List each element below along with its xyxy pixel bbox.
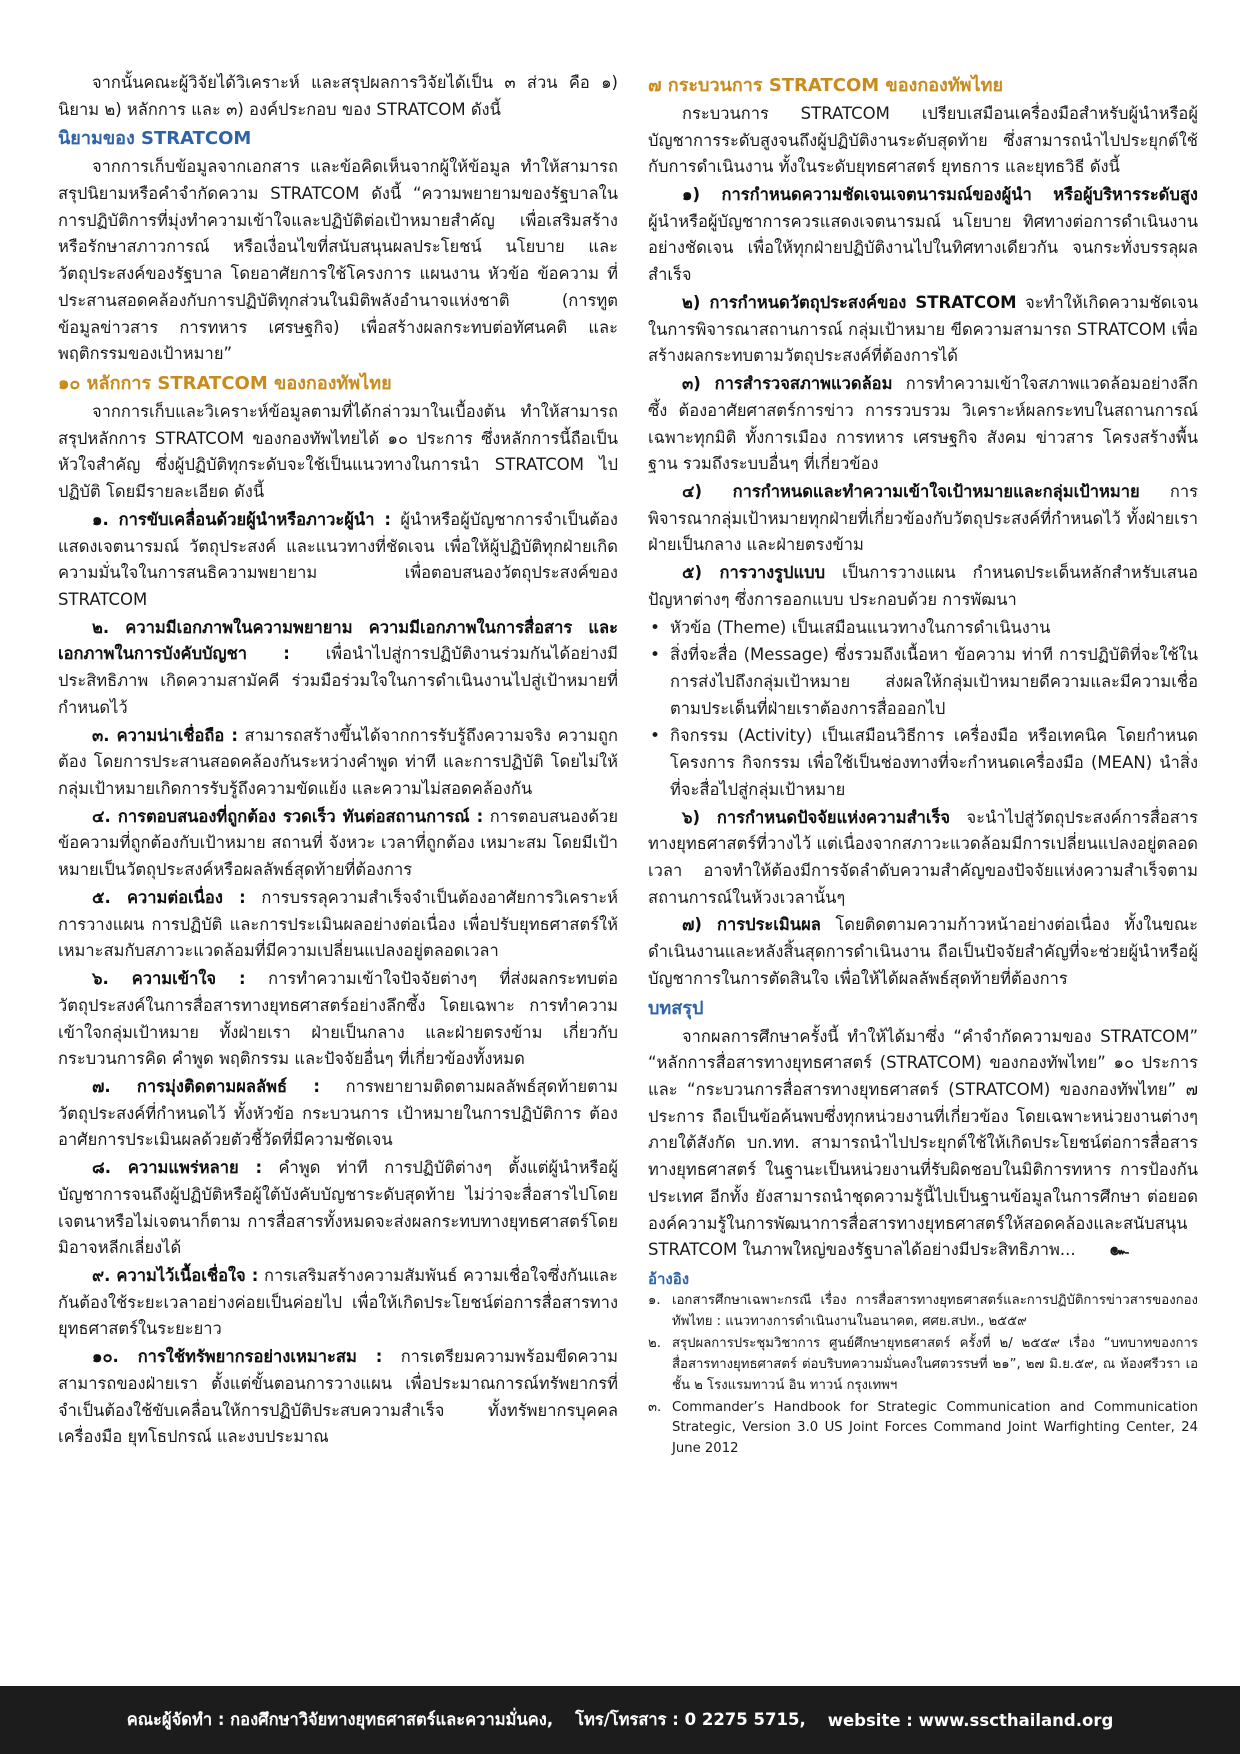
footer-website-link[interactable]: website : www.sscthailand.org [827, 1710, 1114, 1730]
principle-title: ๔. การตอบสนองที่ถูกต้อง รวดเร็ว ทันต่อสถานการณ์ : [92, 806, 484, 826]
step-title: ๖) การกำหนดปัจจัยแห่งความสำเร็จ [682, 807, 951, 827]
definition-heading: นิยามของ STRATCOM [58, 128, 252, 150]
intro-paragraph: จากนั้นคณะผู้วิจัยได้วิเคราะห์ และสรุปผลการวิจัยได้เป็น ๓ ส่วน คือ ๑) นิยาม ๒) หลักการ และ ๓) องค์ประกอบ ของ STRATCOM ดังนี้ [58, 73, 618, 119]
reference-number: ๒. [648, 1335, 661, 1351]
design-bullet: • หัวข้อ (Theme) เป็นเสมือนแนวทางในการดำเนินงาน [648, 615, 1198, 642]
reference-item [648, 1398, 1198, 1461]
process-step [648, 912, 1198, 992]
footer-bar [0, 1686, 1240, 1754]
step-text: จะทำให้เกิดความชัดเจนในการพิจารณาสถานการณ์ กลุ่มเป้าหมาย ขีดความสามารถ STRATCOM เพื่อสร้างผลกระทบตามวัตถุประสงค์ที่ต้องการได้ [648, 292, 1198, 366]
principle-item [58, 804, 618, 884]
step-title: ๕) การวางรูปแบบ [682, 563, 826, 583]
step-title: ๑) การกำหนดความชัดเจนเจตนารมณ์ของผู้นำ หรือผู้บริหารระดับสูง [682, 185, 1198, 205]
principle-text: คำพูด ท่าที การปฏิบัติต่างๆ ตั้งแต่ผู้นำหรือผู้บัญชาการจนถึงผู้ปฏิบัติหรือผู้ใต้บังคับบัญชาระดับสุดท้าย ไม่ว่าจะสื่อสารไปโดยเจตนาหรือไม่เจตนาก็ตาม การสื่อสารทั้งหมดจะส่งผลกระทบทางยุทธศาสตร์โดยมิอาจหลีกเลี่ยงได้ [58, 1158, 618, 1258]
principle-text: การพยายามติดตามผลลัพธ์สุดท้ายตามวัตถุประสงค์ที่กำหนดไว้ ทั้งหัวข้อ กระบวนการ เป้าหมายในการปฏิบัติการ ต้องอาศัยการประเมินผลด้วยตัวชี้วัดที่มีความชัดเจน [58, 1076, 618, 1150]
reference-text: Commander’s Handbook for Strategic Communication and Communication Strategic, Version 3.0 US Joint Forces Command Joint Warfighting Center, 24 June 2012 [672, 1399, 1198, 1457]
reference-number: ๓. [648, 1399, 662, 1415]
principle-item [58, 615, 618, 722]
principle-text: การเสริมสร้างความสัมพันธ์ ความเชื่อใจซึ่งกันและกันต้องใช้ระยะเวลาอย่างค่อยเป็นค่อยไป เพื่อให้เกิดประโยชน์ต่อการสื่อสารทางยุทธศาสตร์ในระยะยาว [58, 1265, 619, 1339]
principle-item [58, 1155, 618, 1262]
summary-text: จากผลการศึกษาครั้งนี้ ทำให้ได้มาซึ่ง “คำจำกัดความของ STRATCOM” “หลักการสื่อสารทางยุทธศาสตร์ (STRATCOM) ของกองทัพไทย” ๑๐ ประการ และ “กระบวนการสื่อสารทางยุทธศาสตร์ (STRATCOM) ของกองทัพไทย” ๗ ประการ ถือเป็นข้อค้นพบซึ่งทุกหน่วยงานที่เกี่ยวข้อง โดยเฉพาะหน่วยงานต่างๆ ภายใต้สังกัด บก.ทท. สามารถนำไปประยุกต์ใช้ให้เกิดประโยชน์ต่อการสื่อสารทางยุทธศาสตร์ ในฐานะเป็นหน่วยงานที่รับผิดชอบในมิติการทหาร การป้องกันประเทศ อีกทั้ง ยังสามารถนำชุดความรู้นี้ไปเป็นฐานข้อมูลในการศึกษา ต่อยอดองค์ความรู้ในการพัฒนาการสื่อสารทางยุทธศาสตร์ให้สอดคล้องและสนับสนุน STRATCOM ในภาพใหญ่ของรัฐบาลได้อย่างมีประสิทธิภาพ... [648, 1026, 1198, 1260]
principle-text: การเตรียมความพร้อมขีดความสามารถของฝ่ายเรา ตั้งแต่ขั้นตอนการวางแผน เพื่อประมาณการณ์ทรัพยากรที่จำเป็นต้องใช้ขับเคลื่อนให้การปฏิบัติประสบความสำเร็จ ทั้งทรัพยากรบุคคล เครื่องมือ ยุทโธปกรณ์ และงบประมาณ [58, 1347, 618, 1447]
principles-intro: จากการเก็บและวิเคราะห์ข้อมูลตามที่ได้กล่าวมาในเบื้องต้น ทำให้สามารถสรุปหลักการ STRATCOM ของกองทัพไทยได้ ๑๐ ประการ ซึ่งหลักการนี้ถือเป็นหัวใจสำคัญ ซึ่งผู้ปฏิบัติทุกระดับจะใช้เป็นแนวทางในการนำ STRATCOM ไปปฏิบัติ โดยมีรายละเอียด ดังนี้ [58, 401, 618, 502]
references-list [648, 1291, 1198, 1460]
reference-item [648, 1291, 1198, 1333]
reference-item [648, 1334, 1198, 1397]
references-heading: อ้างอิง [648, 1269, 690, 1288]
reference-text: สรุปผลการประชุมวิชาการ ศูนย์ศึกษายุทธศาสตร์ ครั้งที่ ๒/ ๒๕๕๙ เรื่อง “บทบาทของการสื่อสารทางยุทธศาสตร์ ต่อบริบทความมั่นคงในศตวรรษที่ ๒๑”, ๒๗ มิ.ย.๕๙, ณ ห้องศรีวรา เอ ชั้น ๒ โรงแรมทาวน์ อิน ทาวน์ กรุงเทพฯ [672, 1335, 1198, 1393]
principle-text: เพื่อนำไปสู่การปฏิบัติงานร่วมกันได้อย่างมีประสิทธิภาพ เกิดความสามัคคี ร่วมมือร่วมใจในการดำเนินงานไปสู่เป้าหมายที่กำหนดไว้ [58, 644, 618, 717]
design-bullet: • กิจกรรม (Activity) เป็นเสมือนวิธีการ เครื่องมือ หรือเทคนิค โดยกำหนดโครงการ กิจกรรม เพื่อใช้เป็นช่องทางที่จะกำหนดเครื่องมือ (MEAN) นำสิ่งที่จะสื่อไปสู่กลุ่มเป้าหมาย [648, 723, 1198, 803]
principle-item [58, 507, 618, 614]
end-mark-icon: ๛ [1109, 1240, 1129, 1260]
principle-item [58, 885, 618, 965]
step-title: ๓) การสำรวจสภาพแวดล้อม [682, 374, 893, 394]
summary-heading: บทสรุป [648, 997, 704, 1019]
principle-item [58, 1344, 618, 1451]
step-text: ผู้นำหรือผู้บัญชาการควรแสดงเจตนารมณ์ นโยบาย ทิศทางต่อการดำเนินงานอย่างชัดเจน เพื่อให้ทุกฝ่ายปฏิบัติงานไปในทิศทางเดียวกัน จนกระทั่งบรรลุผลสำเร็จ [648, 211, 1198, 285]
principle-title: ๖. ความเข้าใจ : [92, 969, 246, 989]
principles-heading: ๑๐ หลักการ STRATCOM ของกองทัพไทย [58, 373, 392, 395]
principle-text: การบรรลุความสำเร็จจำเป็นต้องอาศัยการวิเคราะห์ การวางแผน การปฏิบัติ และการประเมินผลอย่างต่อเนื่อง เพื่อปรับยุทธศาสตร์ให้เหมาะสมกับสภาวะแวดล้อมที่มีความเปลี่ยนแปลงอยู่ตลอดเวลา [58, 887, 618, 961]
step-text: การพิจารณากลุ่มเป้าหมายทุกฝ่ายที่เกี่ยวข้องกับวัตถุประสงค์ที่กำหนดไว้ ทั้งฝ่ายเรา ฝ่ายเป็นกลาง และฝ่ายตรงข้าม [648, 481, 1198, 555]
summary-paragraph [648, 1024, 1198, 1264]
principle-item [58, 966, 618, 1073]
process-step [648, 371, 1198, 478]
principle-text: ผู้นำหรือผู้บัญชาการจำเป็นต้องแสดงเจตนารมณ์ วัตถุประสงค์ และแนวทางที่ชัดเจน เพื่อให้ผู้ปฏิบัติทุกฝ่ายเกิดความมั่นใจในการสนธิความพยายาม เพื่อตอบสนองวัตถุประสงค์ของ STRATCOM [58, 509, 618, 609]
step-title: ๔) การกำหนดและทำความเข้าใจเป้าหมายและกลุ่มเป้าหมาย [682, 481, 1140, 501]
step-title: ๗) การประเมินผล [682, 915, 821, 935]
principle-title: ๑๐. การใช้ทรัพยากรอย่างเหมาะสม : [92, 1347, 383, 1367]
step-title: ๒) การกำหนดวัตถุประสงค์ของ STRATCOM [682, 292, 1017, 312]
principle-title: ๕. ความต่อเนื่อง : [92, 887, 246, 907]
step-text: การทำความเข้าใจสภาพแวดล้อมอย่างลึกซึ้ง ต้องอาศัยศาสตร์การข่าว การรวบรวม วิเคราะห์ผลกระทบในสถานการณ์เฉพาะทุกมิติ ทั้งการเมือง การทหาร เศรษฐกิจ สังคม ข่าวสาร โครงสร้างพื้นฐาน รวมถึงระบบอื่นๆ ที่เกี่ยวข้อง [648, 374, 1198, 474]
principle-item [58, 723, 618, 803]
principle-title: ๘. ความแพร่หลาย : [92, 1158, 263, 1178]
principle-title: ๗. การมุ่งติดตามผลลัพธ์ : [92, 1076, 320, 1096]
process-step [648, 560, 1198, 613]
principle-text: การทำความเข้าใจปัจจัยต่างๆ ที่ส่งผลกระทบต่อวัตถุประสงค์ในการสื่อสารทางยุทธศาสตร์อย่างลึกซึ้ง โดยเฉพาะ การทำความเข้าใจกลุ่มเป้าหมาย ทั้งฝ่ายเรา ฝ่ายเป็นกลาง และฝ่ายตรงข้าม เกี่ยวกับกระบวนการคิด คำพูด พฤติกรรม และปัจจัยอื่นๆ ที่เกี่ยวข้องทั้งหมด [58, 969, 619, 1069]
process-step [648, 805, 1198, 912]
principle-item [58, 1263, 618, 1343]
step-text: โดยติดตามความก้าวหน้าอย่างต่อเนื่อง ทั้งในขณะดำเนินงานและหลังสิ้นสุดการดำเนินงาน ถือเป็นปัจจัยสำคัญที่จะช่วยผู้นำหรือผู้บัญชาการในการตัดสินใจ เพื่อให้ได้ผลลัพธ์สุดท้ายที่ต้องการ [648, 915, 1198, 988]
left-column [58, 70, 618, 1452]
reference-text: เอกสารศึกษาเฉพาะกรณี เรื่อง การสื่อสารทางยุทธศาสตร์และการปฏิบัติการข่าวสารของกองทัพไทย : แนวทางการดำเนินงานในอนาคต, ศศย.สปท., ๒๕๕๙ [672, 1293, 1198, 1330]
principle-item [58, 1074, 618, 1154]
principle-text: สามารถสร้างขึ้นได้จากการรับรู้ถึงความจริง ความถูกต้อง โดยการประสานสอดคล้องกันระหว่างคำพูด ท่าที และการปฏิบัติ โดยไม่ให้กลุ่มเป้าหมายเกิดการรับรู้ถึงความขัดแย้ง และความไม่สอดคล้องกัน [58, 725, 618, 799]
principle-title: ๙. ความไว้เนื้อเชื่อใจ : [92, 1265, 259, 1285]
principle-title: ๓. ความน่าเชื่อถือ : [92, 725, 238, 745]
definition-paragraph: จากการเก็บข้อมูลจากเอกสาร และข้อคิดเห็นจากผู้ให้ข้อมูล ทำให้สามารถสรุปนิยามหรือคำจำกัดความ STRATCOM ดังนี้ “ความพยายามของรัฐบาลในการปฏิบัติการที่มุ่งทำความเข้าใจและปฏิบัติต่อเป้าหมายสำคัญ เพื่อเสริมสร้างหรือรักษาสภาวการณ์ หรือเงื่อนไขที่สนับสนุนผลประโยชน์ นโยบาย และวัตถุประสงค์ของรัฐบาล โดยอาศัยการใช้โครงการ แผนงาน หัวข้อ ข้อความ ที่ประสานสอดคล้องกับการปฏิบัติทุกส่วนในมิติพลังอำนาจแห่งชาติ (การทูต ข้อมูลข่าวสาร การทหาร เศรษฐกิจ) เพื่อสร้างผลกระทบต่อทัศนคติ และพฤติกรรมของเป้าหมาย” [58, 157, 618, 364]
reference-number: ๑. [648, 1293, 661, 1309]
process-intro: กระบวนการ STRATCOM เปรียบเสมือนเครื่องมือสำหรับผู้นำหรือผู้บัญชาการระดับสูงจนถึงผู้ปฏิบัติงานระดับสุดท้าย ซึ่งสามารถนำไปประยุกต์ใช้กับการดำเนินงาน ทั้งในระดับยุทธศาสตร์ ยุทธการ และยุทธวิธี ดังนี้ [648, 103, 1198, 177]
process-step [648, 182, 1198, 289]
step-text: เป็นการวางแผน กำหนดประเด็นหลักสำหรับเสนอปัญหาต่างๆ ซึ่งการออกแบบ ประกอบด้วย การพัฒนา [648, 563, 1198, 609]
principle-title: ๒. ความมีเอกภาพในความพยายาม ความมีเอกภาพในการสื่อสาร และเอกภาพในการบังคับบัญชา : [58, 617, 618, 664]
step-text: จะนำไปสู่วัตถุประสงค์การสื่อสารทางยุทธศาสตร์ที่วางไว้ แต่เนื่องจากสภาวะแวดล้อมมีการเปลี่ยนแปลงอยู่ตลอดเวลา อาจทำให้ต้องมีการจัดลำดับความสำคัญของปัจจัยแห่งความสำเร็จตามสถานการณ์ในห้วงเวลานั้นๆ [648, 807, 1199, 907]
process-step [648, 290, 1198, 370]
process-heading: ๗ กระบวนการ STRATCOM ของกองทัพไทย [648, 75, 1004, 96]
footer-phone: โทร/โทรสาร : 0 2275 5715, [575, 1710, 806, 1729]
design-bullet: • สิ่งที่จะสื่อ (Message) ซึ่งรวมถึงเนื้อหา ข้อความ ท่าที การปฏิบัติที่จะใช้ในการส่งไปถึงกลุ่มเป้าหมาย ส่งผลให้กลุ่มเป้าหมายดีความและมีความเชื่อตามประเด็นที่ฝ่ายเราต้องการสื่อออกไป [648, 642, 1198, 722]
principle-title: ๑. การขับเคลื่อนด้วยผู้นำหรือภาวะผู้นำ : [92, 509, 391, 529]
process-step [648, 479, 1198, 559]
footer-producer: คณะผู้จัดทำ : กองศึกษาวิจัยทางยุทธศาสตร์และความมั่นคง, [126, 1710, 554, 1729]
principle-text: การตอบสนองด้วยข้อความที่ถูกต้องกับเป้าหมาย สถานที่ จังหวะ เวลาที่ถูกต้อง เหมาะสม โดยมีเป้าหมายเป็นวัตถุประสงค์หรือผลลัพธ์สุดท้ายที่ต้องการ [58, 806, 618, 880]
right-column [648, 70, 1198, 1461]
